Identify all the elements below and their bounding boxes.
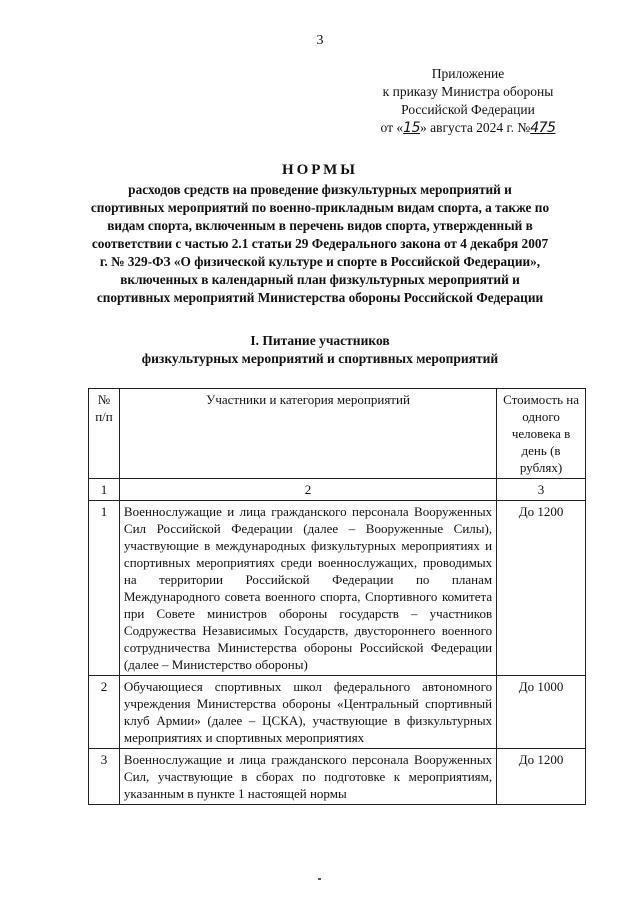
appendix-country: Российской Федерации xyxy=(401,102,535,117)
document-title: НОРМЫ xyxy=(281,162,359,178)
row-num: 2 xyxy=(89,676,120,749)
table-row xyxy=(89,501,586,676)
row-cost: До 1000 xyxy=(497,676,586,749)
section-heading-line2: физкультурных мероприятий и спортивных мероприятий xyxy=(141,351,499,366)
page-number: 3 xyxy=(316,33,324,48)
header-participants: Участники и категория мероприятий xyxy=(119,389,496,479)
table-row xyxy=(89,676,586,749)
appendix-order-ref: к приказу Министра обороны xyxy=(382,84,554,99)
header-num: № п/п xyxy=(89,389,120,479)
date-prefix: от « xyxy=(380,120,404,135)
date-middle: » августа 2024 г. № xyxy=(419,120,531,135)
norms-table xyxy=(88,388,586,805)
scan-artifact xyxy=(318,878,321,880)
section-heading-line1: I. Питание участников xyxy=(250,333,390,348)
order-number-handwritten: 475 xyxy=(530,120,556,136)
appendix-title: Приложение xyxy=(431,66,505,81)
row-cost: До 1200 xyxy=(497,749,586,805)
appendix-date xyxy=(348,119,588,137)
section-heading xyxy=(90,332,550,368)
header-cost: Стоимость на одного человека в день (в рублях) xyxy=(497,389,586,479)
row-num: 3 xyxy=(89,749,120,805)
row-cost: До 1200 xyxy=(497,501,586,676)
appendix-block xyxy=(348,65,588,137)
row-num: 1 xyxy=(89,501,120,676)
column-number-row xyxy=(89,479,586,501)
column-number: 2 xyxy=(119,479,496,501)
row-text: Военнослужащие и лица гражданского персонала Вооруженных Сил, участвующие в сборах по подготовке к мероприятиям, указанным в пункте 1 настоящей нормы xyxy=(119,749,496,805)
date-day-handwritten: 15 xyxy=(403,120,420,136)
table-header-row xyxy=(89,389,586,479)
column-number: 3 xyxy=(497,479,586,501)
table-row xyxy=(89,749,586,805)
row-text: Обучающиеся спортивных школ федерального автономного учреждения Министерства обороны «Центральный спортивный клуб Армии» (далее – ЦСКА), участвующие в физкультурных мероприятиях и спортивных мероприятиях xyxy=(119,676,496,749)
column-number: 1 xyxy=(89,479,120,501)
row-text: Военнослужащие и лица гражданского персонала Вооруженных Сил Российской Федерации (далее – Вооруженные Силы), участвующие в международных физкультурных мероприятиях и спортивных мероприятиях среди военнослужащих, проводимых на территории Российской Федерации по планам Международного совета военного спорта, Спортивного комитета при Совете министров обороны государств – участников Содружества Независимых Государств, двустороннего военного сотрудничества Министерства обороны Российской Федерации (далее – Министерство обороны) xyxy=(119,501,496,676)
document-subtitle: расходов средств на проведение физкультурных мероприятий и спортивных мероприятий по военно-прикладным видам спорта, а также по видам спорта, включенным в перечень видов спорта, утвержденный в соответствии с частью 2.1 статьи 29 Федерального закона от 4 декабря 2007 г. № 329-ФЗ «О физической культуре и спорте в Российской Федерации», включенных в календарный план физкультурных мероприятий и спортивных мероприятий Министерства обороны Российской Федерации xyxy=(90,182,550,305)
